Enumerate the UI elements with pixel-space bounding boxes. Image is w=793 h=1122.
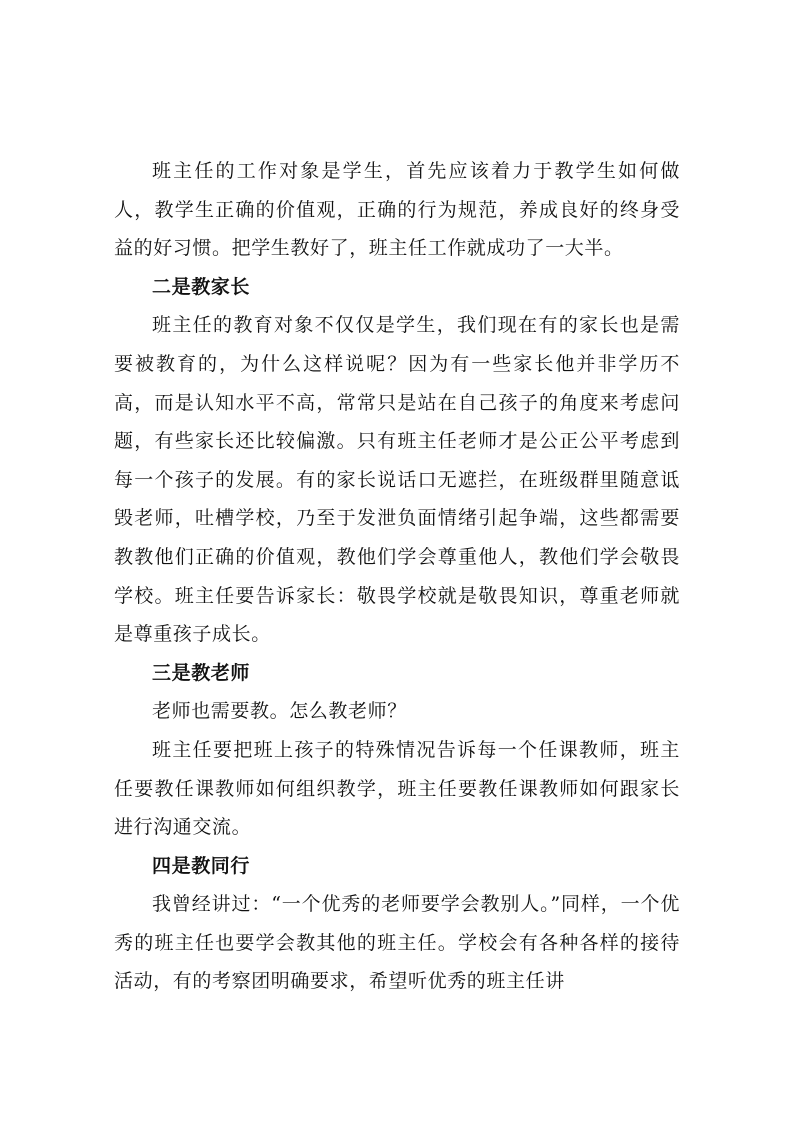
document-body [114,152,680,1001]
paragraph-teach-parents: 班主任的教育对象不仅仅是学生，我们现在有的家长也是需要被教育的，为什么这样说呢？因为有一些家长他并非学历不高，而是认知水平不高，常常只是站在自己孩子的角度来考虑问题，有些家长还比较偏激。只有班主任老师才是公正公平考虑到每一个孩子的发展。有的家长说话口无遮拦，在班级群里随意诋毁老师，吐槽学校，乃至于发泄负面情绪引起争端，这些都需要教教他们正确的价值观，教他们学会尊重他人，教他们学会敬畏学校。班主任要告诉家长：敬畏学校就是敬畏知识，尊重老师就是尊重孩子成长。 [114,314,680,646]
heading-teach-teachers: 三是教老师 [152,661,251,684]
paragraph-work-object: 班主任的工作对象是学生，首先应该着力于教学生如何做人，教学生正确的价值观，正确的行为规范，养成良好的终身受益的好习惯。把学生教好了，班主任工作就成功了一大半。 [114,160,680,260]
paragraph-teach-subject-teachers: 班主任要把班上孩子的特殊情况告诉每一个任课教师，班主任要教任课教师如何组织教学，班主任要教任课教师如何跟家长进行沟通交流。 [114,738,680,839]
heading-teach-parents: 二是教家长 [152,275,251,298]
paragraph-teach-peers: 我曾经讲过：“一个优秀的老师要学会教别人。”同样，一个优秀的班主任也要学会教其他的班主任。学校会有各种各样的接待活动，有的考察团明确要求，希望听优秀的班主任讲 [114,893,680,993]
heading-teach-peers: 四是教同行 [152,854,251,877]
paragraph-teachers-need-teaching: 老师也需要教。怎么教老师？ [152,700,407,723]
